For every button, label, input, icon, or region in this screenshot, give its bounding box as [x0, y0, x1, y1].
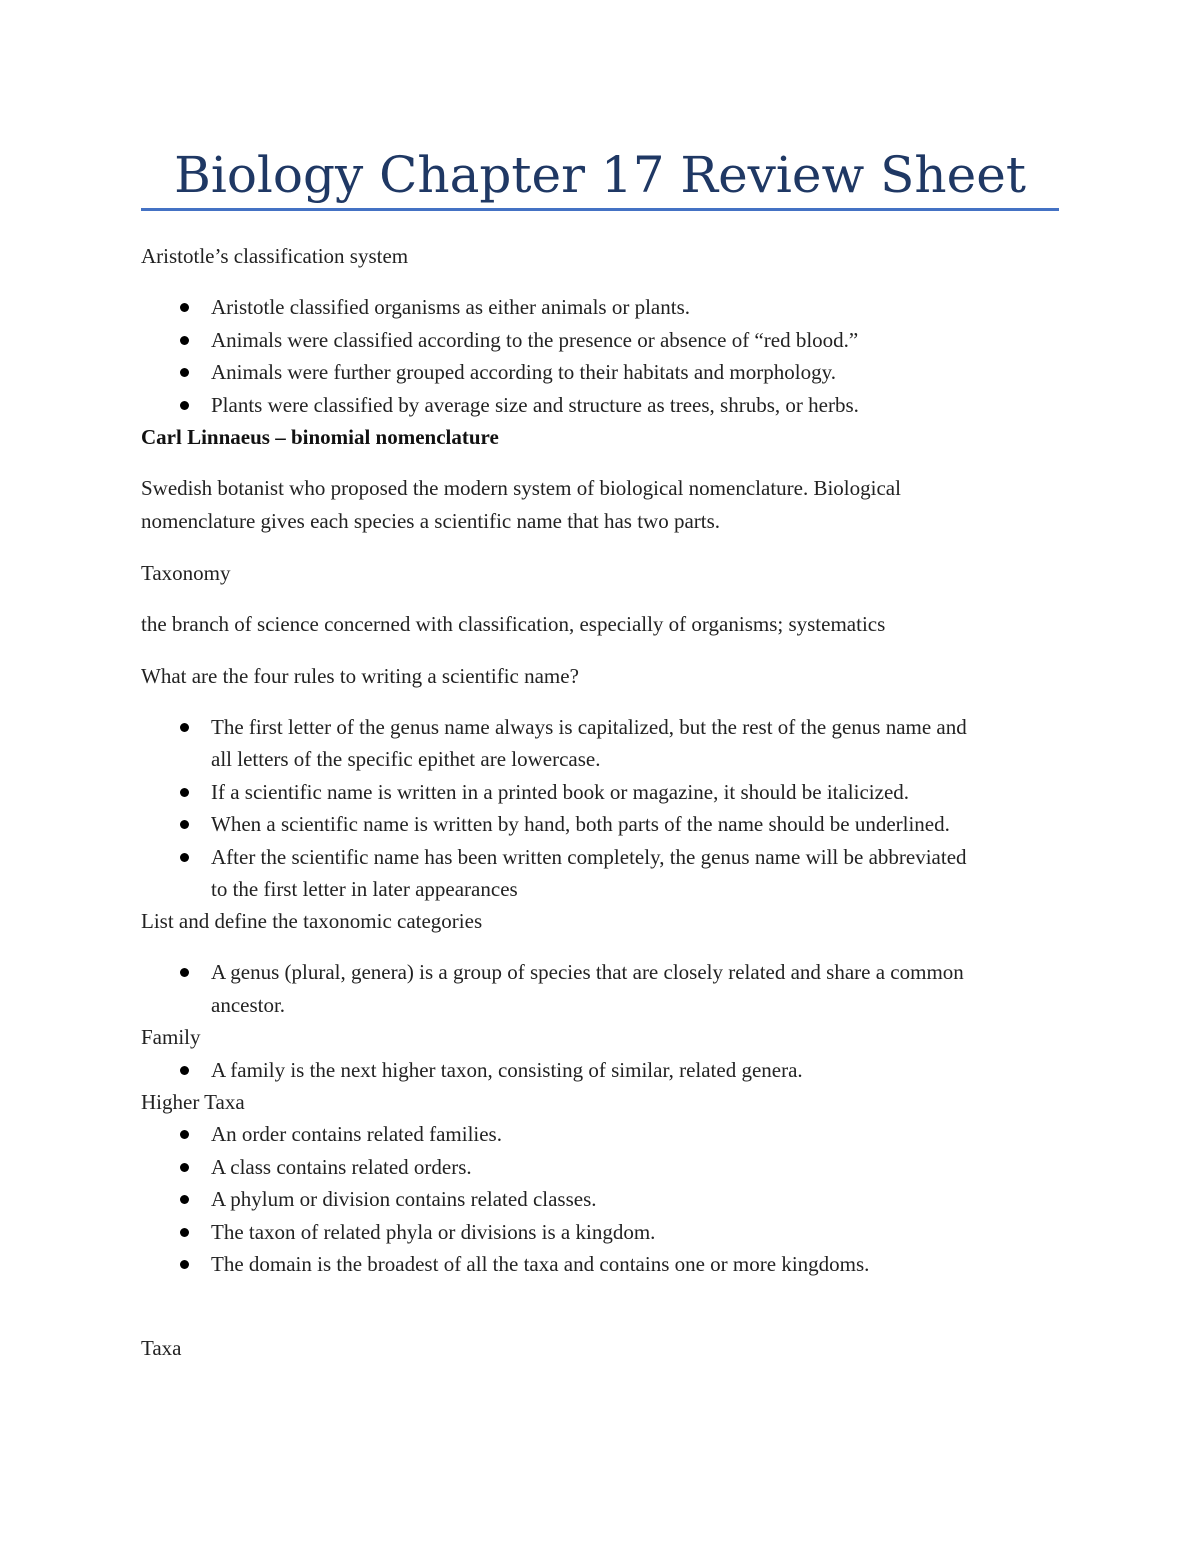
list-item: The domain is the broadest of all the taxa and contains one or more kingdoms.	[211, 1252, 870, 1276]
bullet-dot-icon	[180, 1228, 189, 1237]
bullet-dot-icon	[180, 820, 189, 829]
list-item: If a scientific name is written in a printed book or magazine, it should be italicized.	[211, 780, 910, 804]
bullet-dot-icon	[180, 303, 189, 312]
list-item: After the scientific name has been written completely, the genus name will be abbreviated	[211, 845, 967, 869]
list-item: Aristotle classified organisms as either animals or plants.	[211, 295, 691, 319]
bullet-dot-icon	[180, 401, 189, 410]
page-title: Biology Chapter 17 Review Sheet	[174, 146, 1026, 204]
family-heading: Family	[141, 1025, 201, 1049]
list-item-continuation: all letters of the specific epithet are lowercase.	[211, 747, 601, 771]
taxonomy-heading: Taxonomy	[141, 561, 231, 585]
bullet-dot-icon	[180, 368, 189, 377]
linnaeus-paragraph-line: nomenclature gives each species a scientific name that has two parts.	[141, 509, 721, 533]
linnaeus-heading: Carl Linnaeus – binomial nomenclature	[141, 425, 499, 449]
bullet-dot-icon	[180, 723, 189, 732]
list-item: A family is the next higher taxon, consisting of similar, related genera.	[211, 1058, 803, 1082]
bullet-dot-icon	[180, 1066, 189, 1075]
list-item: The first letter of the genus name always is capitalized, but the rest of the genus name and	[211, 715, 967, 739]
list-item: Plants were classified by average size and structure as trees, shrubs, or herbs.	[211, 393, 859, 417]
bullet-dot-icon	[180, 1130, 189, 1139]
bullet-dot-icon	[180, 1163, 189, 1172]
list-item: When a scientific name is written by hand, both parts of the name should be underlined.	[211, 812, 950, 836]
list-item: The taxon of related phyla or divisions is a kingdom.	[211, 1220, 656, 1244]
bullet-dot-icon	[180, 788, 189, 797]
bullet-dot-icon	[180, 1195, 189, 1204]
bullet-dot-icon	[180, 336, 189, 345]
categories-heading: List and define the taxonomic categories	[141, 909, 483, 933]
list-item: Animals were further grouped according to their habitats and morphology.	[211, 360, 836, 384]
taxa-heading: Taxa	[141, 1336, 182, 1360]
list-item-continuation: ancestor.	[211, 993, 286, 1017]
title-underline	[141, 208, 1059, 211]
list-item: Animals were classified according to the presence or absence of “red blood.”	[211, 328, 859, 352]
list-item: A genus (plural, genera) is a group of species that are closely related and share a common	[211, 960, 964, 984]
bullet-dot-icon	[180, 968, 189, 977]
list-item: A class contains related orders.	[211, 1155, 472, 1179]
bullet-dot-icon	[180, 853, 189, 862]
list-item-continuation: to the first letter in later appearances	[211, 877, 518, 901]
list-item: A phylum or division contains related classes.	[211, 1187, 597, 1211]
taxonomy-definition: the branch of science concerned with classification, especially of organisms; systematics	[141, 612, 886, 636]
higher-taxa-heading: Higher Taxa	[141, 1090, 245, 1114]
linnaeus-paragraph-line: Swedish botanist who proposed the modern system of biological nomenclature. Biological	[141, 476, 901, 500]
list-item: An order contains related families.	[211, 1122, 502, 1146]
rules-question: What are the four rules to writing a scientific name?	[141, 664, 579, 688]
aristotle-heading: Aristotle’s classification system	[141, 244, 409, 268]
bullet-dot-icon	[180, 1260, 189, 1269]
